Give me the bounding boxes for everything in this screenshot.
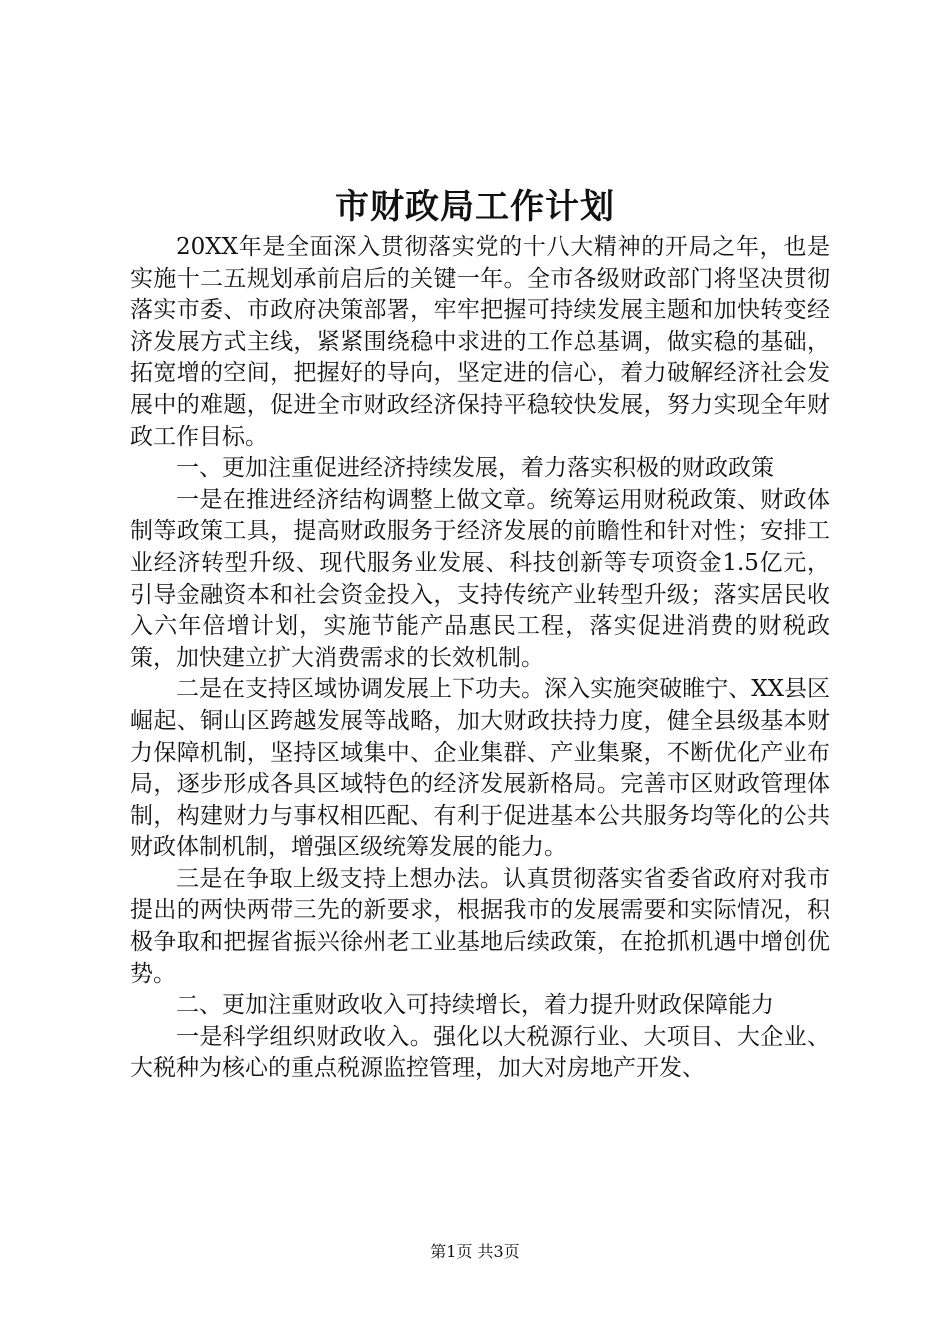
page-number-footer: 第1页 共3页 [430,1242,520,1261]
document-title: 市财政局工作计划 [335,187,615,227]
document-body [130,232,830,1085]
section-heading-2: 二、更加注重财政收入可持续增长，着力提升财政保障能力 [176,992,774,1019]
paragraph-1-2: 二是在支持区域协调发展上下功夫。深入实施突破睢宁、XX县区崛起、铜山区跨越发展等战略，加大财政扶持力度，健全县级基本财力保障机制，坚持区域集中、企业集群、产业集聚，不断优化产业布局，逐步形成各具区域特色的经济发展新格局。完善市区财政管理体制，构建财力与事权相匹配、有利于促进基本公共服务均等化的公共财政体制机制，增强区级统筹发展的能力。 [130,676,830,861]
section-heading-1: 一、更加注重促进经济持续发展，着力落实积极的财政政策 [176,455,774,482]
paragraph-2-1: 一是科学组织财政收入。强化以大税源行业、大项目、大企业、大税种为核心的重点税源监控管理，加大对房地产开发、 [130,1023,830,1082]
paragraph-1-3: 三是在争取上级支持上想办法。认真贯彻落实省委省政府对我市提出的两快两带三先的新要求，根据我市的发展需要和实际情况，积极争取和把握省振兴徐州老工业基地后续政策，在抢抓机遇中增创优势。 [130,865,830,987]
paragraph-intro: 20XX年是全面深入贯彻落实党的十八大精神的开局之年，也是实施十二五规划承前启后的关键一年。全市各级财政部门将坚决贯彻落实市委、市政府决策部署，牢牢把握可持续发展主题和加快转变经济发展方式主线，紧紧围绕稳中求进的工作总基调，做实稳的基础，拓宽增的空间，把握好的导向，坚定进的信心，着力破解经济社会发展中的难题，促进全市财政经济保持平稳较快发展，努力实现全年财政工作目标。 [130,234,830,450]
paragraph-1-1: 一是在推进经济结构调整上做文章。统筹运用财税政策、财政体制等政策工具，提高财政服务于经济发展的前瞻性和针对性；安排工业经济转型升级、现代服务业发展、科技创新等专项资金1.5亿元，引导金融资本和社会资金投入，支持传统产业转型升级；落实居民收入六年倍增计划，实施节能产品惠民工程，落实促进消费的财税政策，加快建立扩大消费需求的长效机制。 [130,486,830,671]
